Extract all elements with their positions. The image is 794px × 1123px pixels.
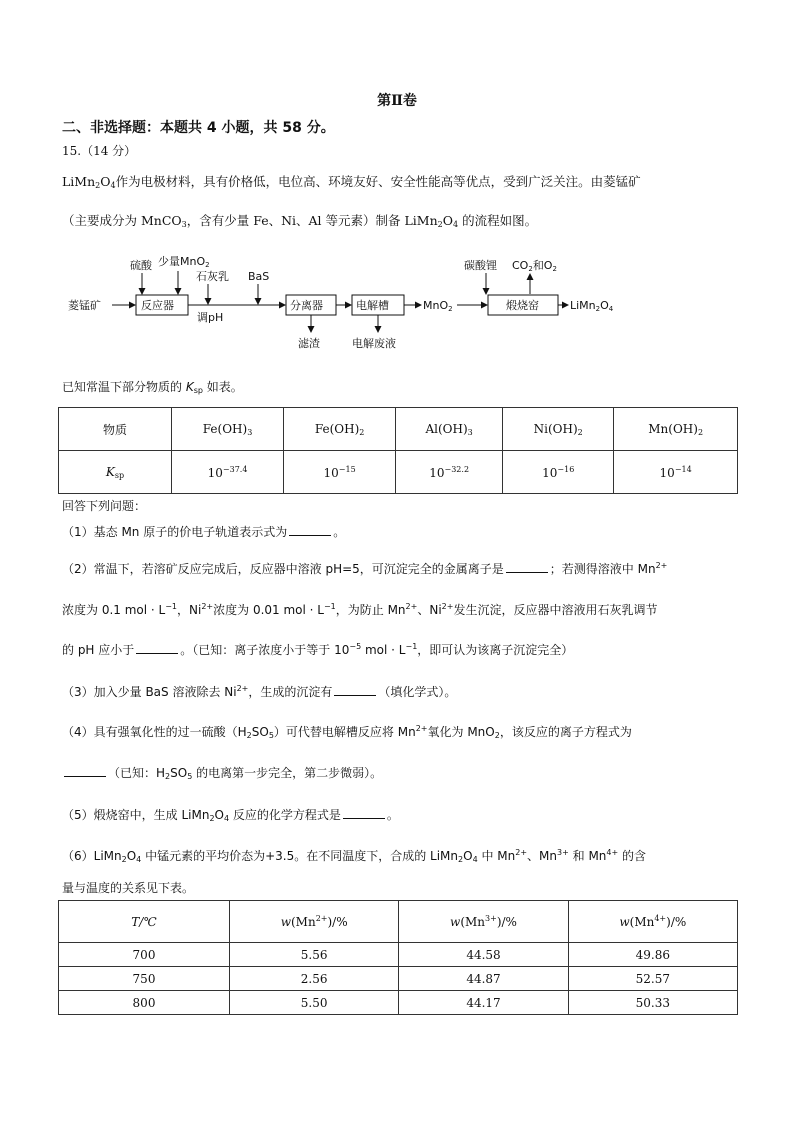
mn3-cell: 44.58 [399,943,568,967]
mn4-cell: 52.57 [568,967,737,991]
question-2-line-3: 的 pH 应小于 。（已知：离子浓度小于等于 $10^{-5}$ mol · $L^{-1}$，即可认为该离子沉淀完全） [62,642,574,657]
mn4-cell: 50.33 [568,991,737,1015]
kiln-label: 煅烧窑 [506,299,539,312]
temperature-cell: 800 [59,991,230,1015]
section-title: 第Ⅱ卷 [377,93,417,109]
ksp-value-cell: $10^{-14}$ [614,451,738,494]
bas-label: BaS [248,270,270,283]
section-heading: 二、非选择题：本题共 4 小题，共 58 分。 [62,120,335,136]
ksp-table [58,407,738,494]
question-4-line-1: （4）具有强氧化性的过一硫酸$(H_2SO_5)$可代替电解槽反应将 $Mn^{2+}$氧化为 MnO$_2$，该反应的离子方程式为 [62,724,632,740]
answer-blank[interactable] [289,523,331,536]
mn2-cell: 5.56 [230,943,399,967]
mno2-product-label: MnO2 [423,299,453,313]
co2-o2-label: CO2和O2 [512,259,557,273]
intro-line-1: $LiMn_2O_4$作为电极材料，具有价格低，电位高、环境友好、安全性能高等优点，受到广泛关注。由菱锰矿 [62,174,641,190]
sulfuric-acid-label: 硫酸 [130,259,152,272]
substance-cell: $Mn(OH)_2$ [614,408,738,451]
ksp-label-cell: $K_{sp}$ [59,451,172,494]
question-2-line-1: （2）常温下，若溶矿反应完成后，反应器中溶液 pH=5，可沉淀完全的金属离子是 ；若测得溶液中 $Mn^{2+}$ [62,561,668,576]
temperature-header-row [59,901,738,943]
intro-line-2: （主要成分为 MnCO$_3$，含有少量 Fe、Ni、Al 等元素）制备 $LiMn_2O_4$ 的流程如图。 [62,213,538,229]
answer-blank[interactable] [506,560,548,573]
electrolyzer-label: 电解槽 [356,299,389,312]
answer-blank[interactable] [136,641,178,654]
substance-cell: $Ni(OH)_2$ [503,408,614,451]
final-product-label: LiMn2O4 [570,299,614,313]
temperature-table [58,900,738,1015]
question-6-line-2: 量与温度的关系见下表。 [62,881,195,895]
ksp-value-cell: $10^{-16}$ [503,451,614,494]
ksp-header-row [59,408,738,451]
question-2-line-2: 浓度为 0.1 mol · $L^{-1}$，$Ni^{2+}$浓度为 0.01 mol · $L^{-1}$，为防止 $Mn^{2+}$、$Ni^{2+}$发生沉淀，反应器中溶液用石灰乳调节 [62,602,658,617]
question-4-line-2: （已知：$H_2SO_5$ 的电离第一步完全，第二步微弱）。 [62,764,382,781]
temperature-cell: 700 [59,943,230,967]
waste-liquid-label: 电解废液 [352,337,396,350]
answer-blank[interactable] [64,764,106,777]
ksp-value-cell: $10^{-37.4}$ [172,451,284,494]
answer-blank[interactable] [334,683,376,696]
question-6-line-1: $(6)LiMn_2O_4$ 中锰元素的平均价态为+3.5。在不同温度下，合成的 $LiMn_2O_4$ 中 $Mn^{2+}$、$Mn^{3+}$ 和 $Mn^{4+}$ 的含 [62,848,647,864]
answer-blank[interactable] [343,806,385,819]
mn4-cell: 49.86 [568,943,737,967]
questions-prompt: 回答下列问题： [62,499,147,513]
separator-label: 分离器 [290,299,323,312]
question-3: （3）加入少量 BaS 溶液除去 $Ni^{2+}$，生成的沉淀有 （填化学式）。 [62,684,457,699]
substance-cell: $Al(OH)_3$ [396,408,503,451]
filter-residue-label: 滤渣 [298,337,320,350]
reactor-label: 反应器 [141,299,174,312]
mn3-cell: 44.87 [399,967,568,991]
lithium-carbonate-label: 碳酸锂 [464,259,497,272]
substance-cell: $Fe(OH)_3$ [172,408,284,451]
table-row [59,991,738,1015]
question-5: （5）煅烧窑中，生成 $LiMn_2O_4$ 反应的化学方程式是 。 [62,808,399,823]
ksp-value-row [59,451,738,494]
mn3-cell: 44.17 [399,991,568,1015]
process-flow-diagram [60,250,630,360]
table-row [59,967,738,991]
temperature-header: T/℃ [59,901,230,943]
mn3-header: $w(Mn^{3+})/\%$ [399,901,568,943]
substance-header: 物质 [59,408,172,451]
question-1: （1）基态 Mn 原子的价电子轨道表示式为 。 [62,525,346,539]
ksp-value-cell: $10^{-32.2}$ [396,451,503,494]
ksp-caption: 已知常温下部分物质的 $K_{sp}$ 如表。 [62,380,243,395]
question-number: 15.（14 分） [62,144,137,158]
substance-cell: $Fe(OH)_2$ [284,408,396,451]
mno2-additive-label: 少量MnO2 [158,255,210,269]
mn2-cell: 2.56 [230,967,399,991]
mn4-header: $w(Mn^{4+})/\%$ [568,901,737,943]
adjust-ph-label: 调pH [197,311,224,324]
mn2-header: $w(Mn^{2+})/\%$ [230,901,399,943]
flow-feed-label: 菱锰矿 [68,299,101,312]
table-row [59,943,738,967]
lime-label: 石灰乳 [196,270,229,283]
ksp-value-cell: $10^{-15}$ [284,451,396,494]
mn2-cell: 5.50 [230,991,399,1015]
temperature-cell: 750 [59,967,230,991]
